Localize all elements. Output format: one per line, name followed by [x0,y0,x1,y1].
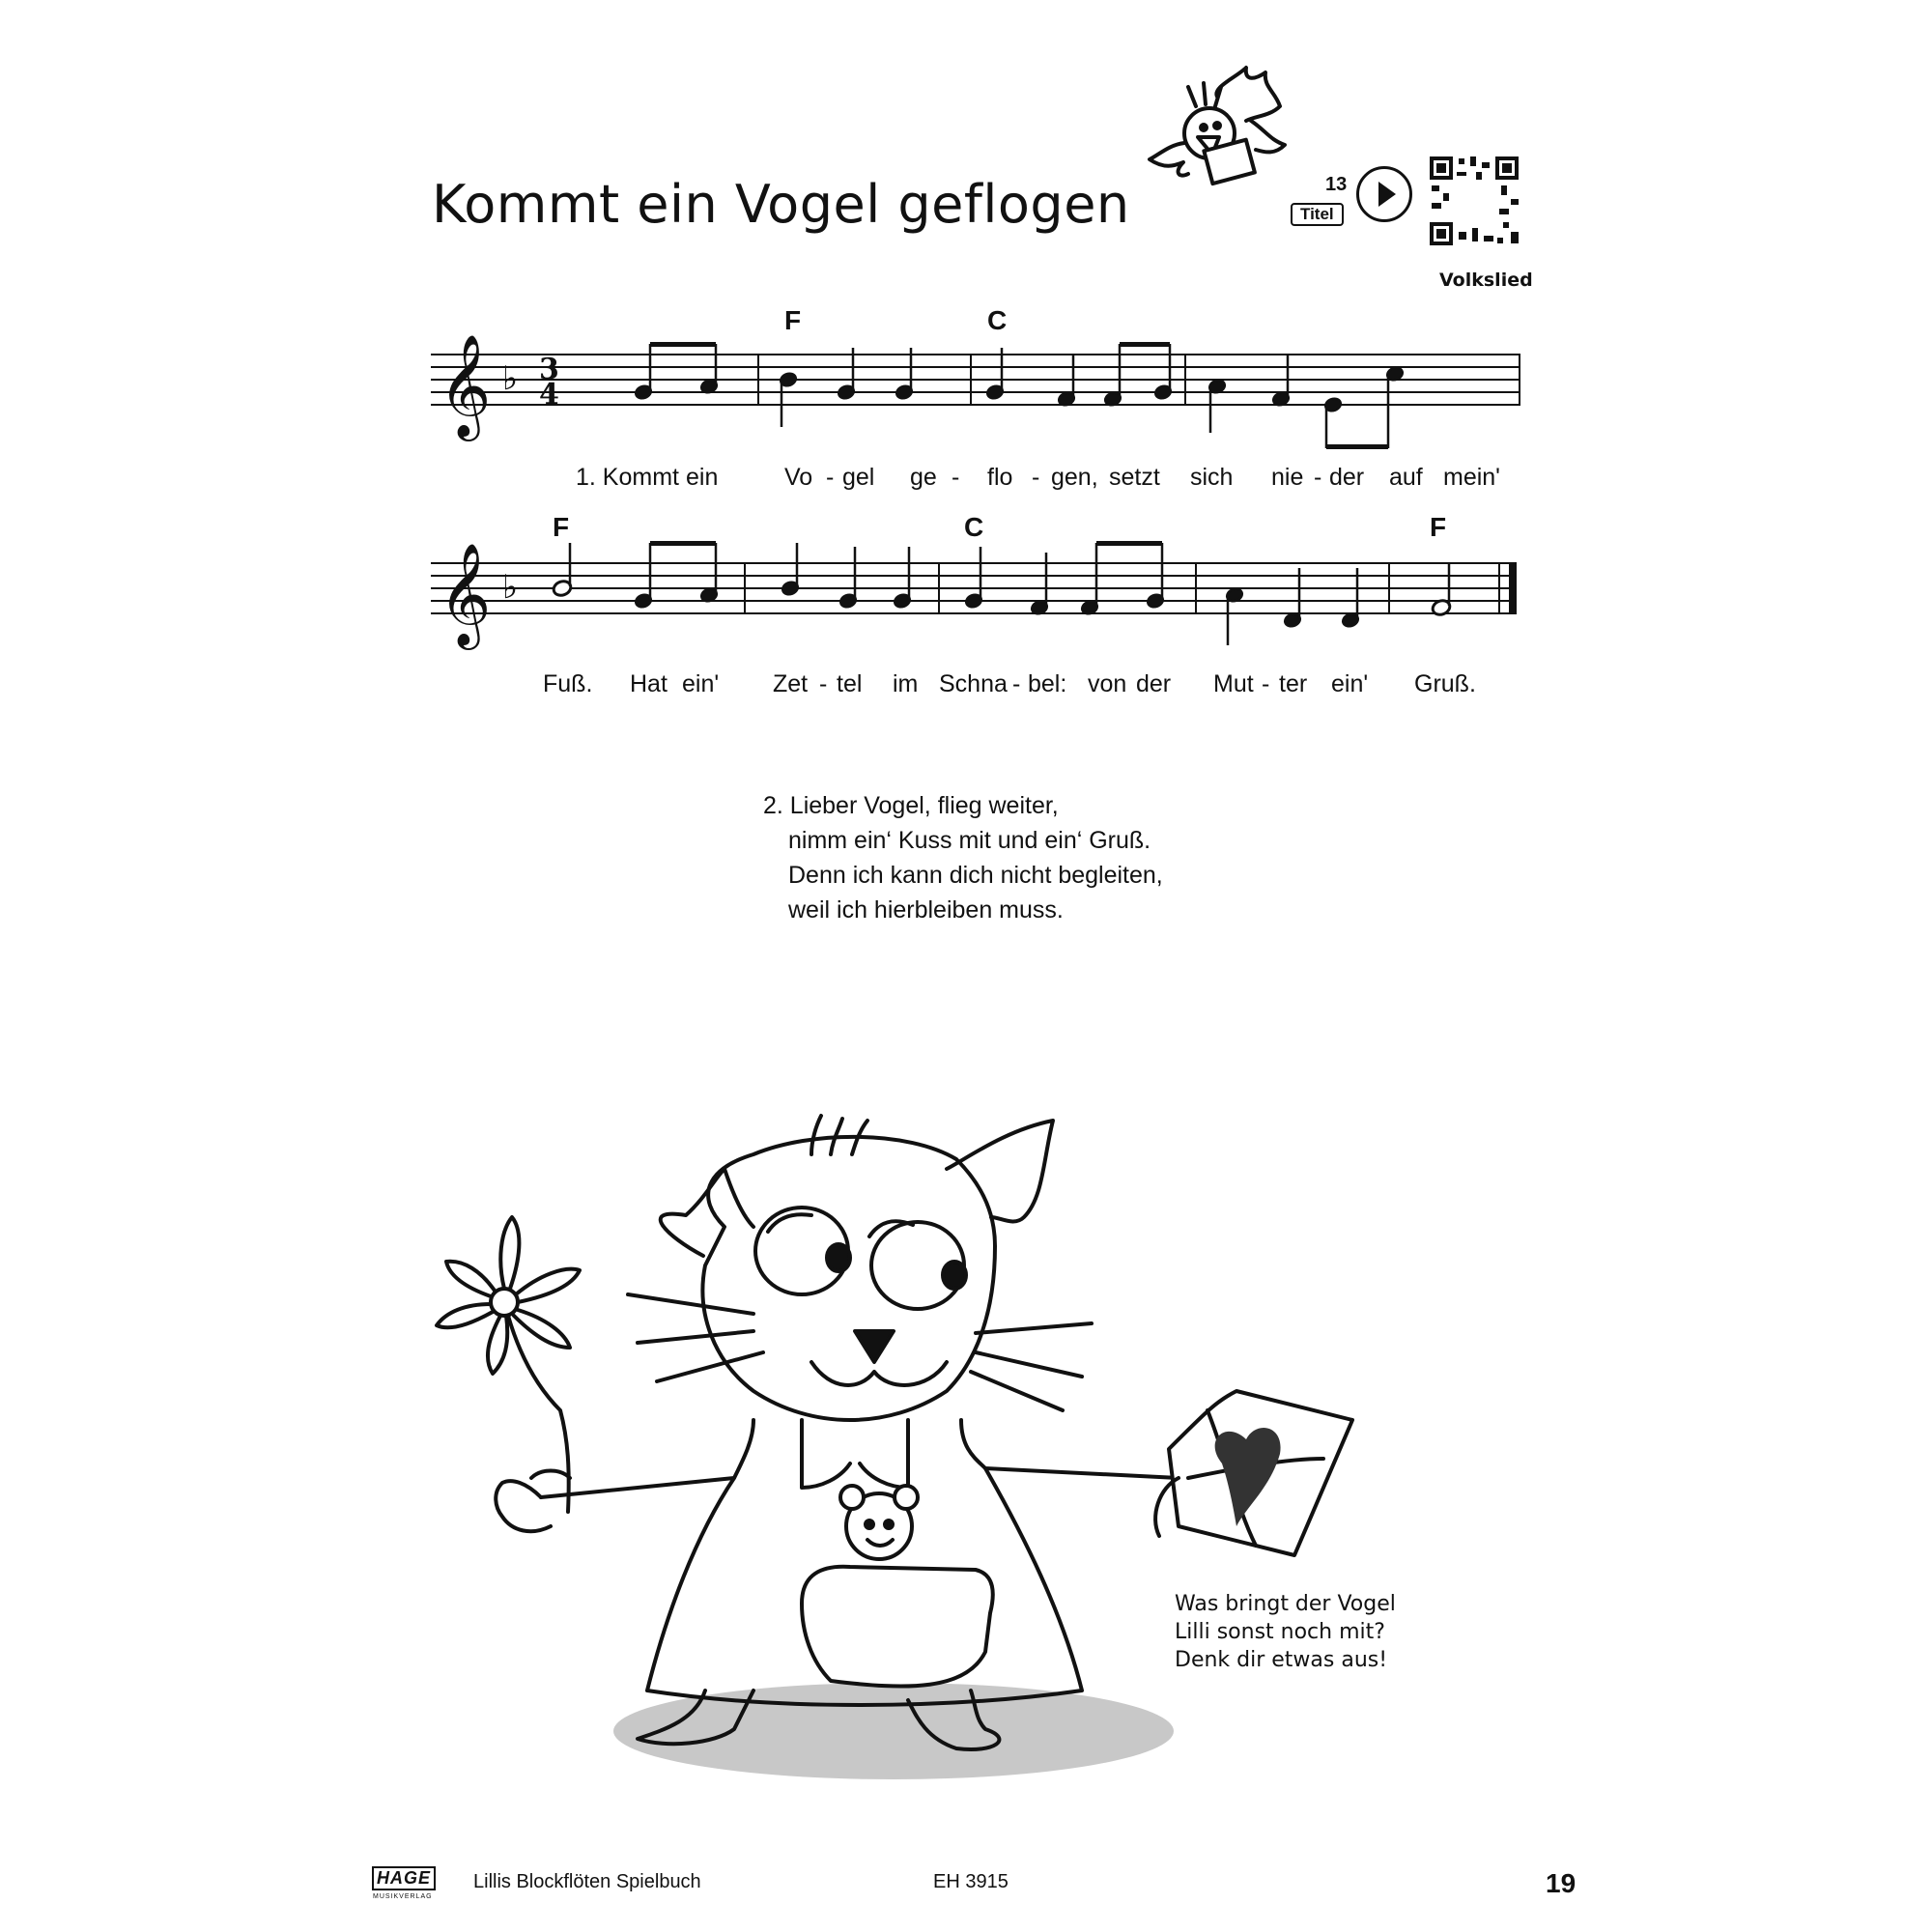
prompt-line: Was bringt der Vogel [1175,1592,1396,1616]
verse-line: weil ich hierbleiben muss. [788,896,1064,923]
lyric-syllable: auf [1389,464,1423,491]
lyric-hyphen: - [952,464,960,491]
publisher-logo: HAGE [372,1866,436,1890]
chord: F [1430,512,1447,542]
prompt-line: Denk dir etwas aus! [1175,1648,1388,1672]
lyric-syllable: mein' [1443,464,1500,491]
verse-line: Denn ich kann dich nicht begleiten, [788,862,1163,889]
lyric-hyphen: - [1262,670,1270,697]
verse-line: nimm ein‘ Kuss mit und ein‘ Gruß. [788,827,1151,854]
verse-2 [763,788,1163,927]
chord: C [964,512,984,542]
lyric-syllable: tel [837,670,863,697]
lyric-syllable: ein [686,464,719,491]
page-number: 19 [1546,1868,1577,1898]
song-title: Kommt ein Vogel geflogen [432,174,1130,235]
lyric-syllable: ein' [682,670,720,697]
lyric-syllable: Zet [773,670,809,697]
chord: C [987,305,1008,335]
lyric-syllable: der [1136,670,1172,697]
play-button[interactable] [1356,166,1412,222]
book-title: Lillis Blockflöten Spielbuch [473,1871,701,1892]
lyric-syllable: flo [987,464,1013,491]
lyric-hyphen: - [1012,670,1021,697]
lyric-syllable: Vo [784,464,813,491]
chord: F [784,305,802,335]
lyric-syllable: nie [1271,464,1304,491]
qr-code-icon[interactable] [1428,155,1520,247]
lyric-hyphen: - [826,464,835,491]
lyric-syllable: gen, [1051,464,1098,491]
chord: F [553,512,570,542]
lyric-syllable: ein' [1331,670,1369,697]
flower [437,1217,580,1512]
track-number: 13 [1325,174,1348,195]
svg-text:𝄞: 𝄞 [439,333,492,437]
lyric-syllable: im [893,670,919,697]
lyric-syllable: Schna [939,670,1008,697]
lyric-syllable: der [1329,464,1365,491]
lyric-syllable: 1. Kommt [576,464,679,491]
lyric-hyphen: - [1032,464,1040,491]
lyric-syllable: Gruß. [1414,670,1476,697]
lyric-syllable: setzt [1109,464,1160,491]
drawing-prompt [1175,1590,1396,1674]
music-staff-1 [425,319,1526,454]
svg-text:♭: ♭ [502,568,519,607]
music-staff-2 [425,527,1526,663]
edition-number: EH 3915 [933,1871,1009,1892]
lyric-syllable: ge [910,464,937,491]
lyric-hyphen: - [819,670,828,697]
play-icon [1359,169,1409,219]
lyric-syllable: Mut [1213,670,1254,697]
track-label: Titel [1291,203,1344,226]
cat-illustration [406,1072,1381,1787]
lyric-syllable: Hat [630,670,668,697]
svg-text:♭: ♭ [502,359,519,398]
lyric-syllable: ter [1279,670,1308,697]
prompt-line: Lilli sonst noch mit? [1175,1620,1385,1644]
lyric-syllable: gel [842,464,875,491]
bird-illustration [1121,48,1304,193]
svg-text:4: 4 [539,378,559,412]
svg-text:3: 3 [539,353,559,386]
lyric-hyphen: - [1314,464,1322,491]
lyric-syllable: von [1088,670,1127,697]
svg-text:𝄞: 𝄞 [439,542,492,645]
verse-line: 2. Lieber Vogel, flieg weiter, [763,792,1059,819]
lyric-syllable: sich [1190,464,1234,491]
composer-label: Volkslied [1439,270,1533,291]
lyric-syllable: Fuß. [543,670,593,697]
lyric-syllable: bel: [1028,670,1067,697]
publisher-logo-sub: MUSIKVERLAG [373,1893,433,1900]
